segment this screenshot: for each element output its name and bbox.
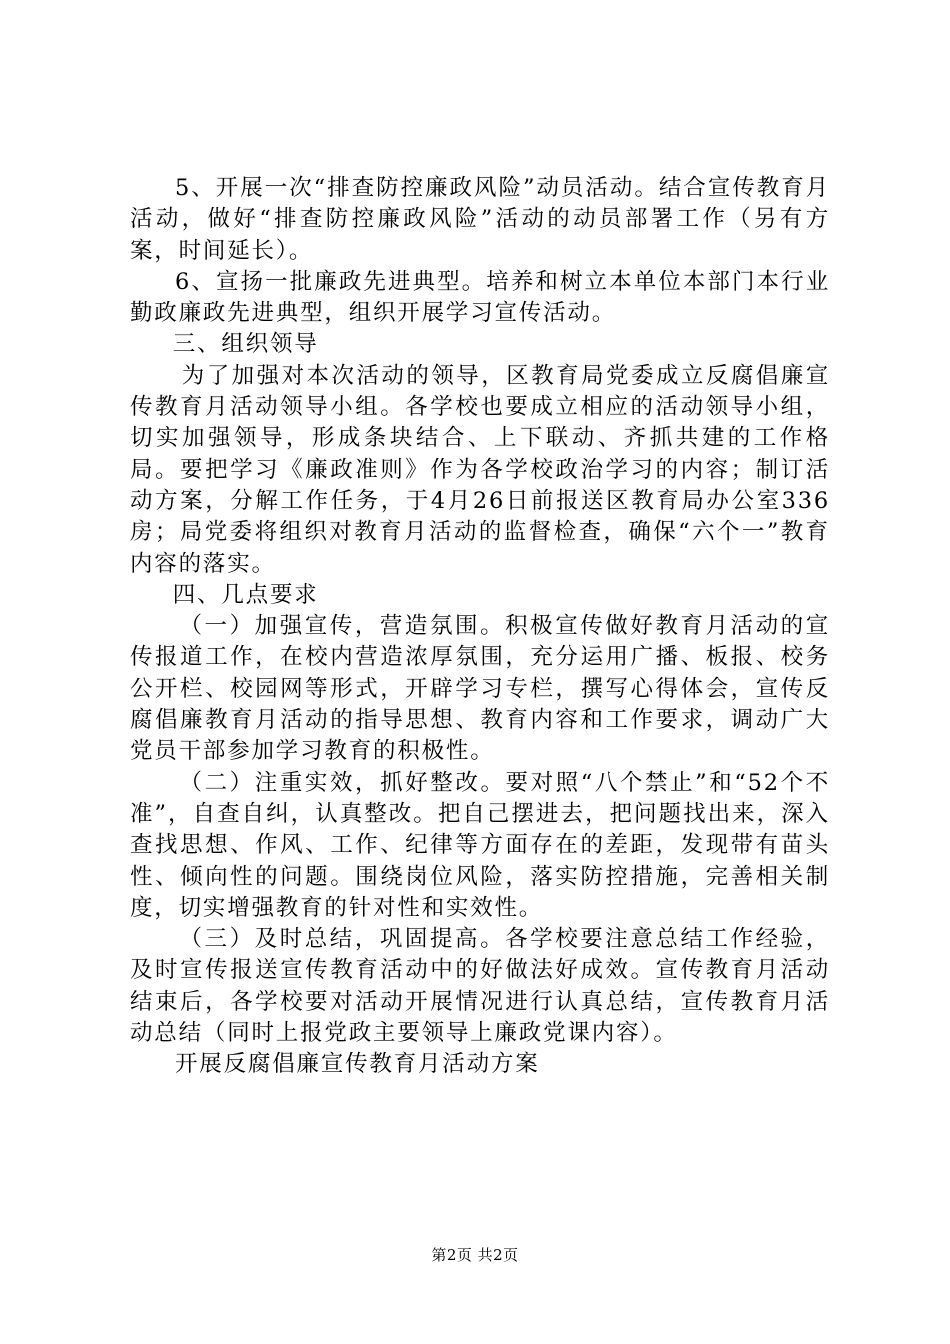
paragraph-organization: 为了加强对本次活动的领导，区教育局党委成立反腐倡廉宣传教育月活动领导小组。各学校也要成立相应的活动领导小组，切实加强领导，形成条块结合、上下联动、齐抓共建的工作格局。要把学习《廉政准则》作为各学校政治学习的内容；制订活动方案，分解工作任务，于4月26日前报送区教育局办公室336房；局党委将组织对教育月活动的监督检查，确保“六个一”教育内容的落实。 — [130, 362, 830, 577]
paragraph-item-6: 6、宣扬一批廉政先进典型。培养和树立本单位本部门本行业勤政廉政先进典型，组织开展学习宣传活动。 — [130, 268, 830, 327]
paragraph-requirement-2: （二）注重实效，抓好整改。要对照“八个禁止”和“52个不准”，自查自纠，认真整改。把自己摆进去，把问题找出来，深入查找思想、作风、工作、纪律等方面存在的差距，发现带有苗头性、倾向性的问题。围绕岗位风险，落实防控措施，完善相关制度，切实增强教育的针对性和实效性。 — [130, 769, 830, 921]
document-body — [130, 173, 830, 1081]
section-heading-organization: 三、组织领导 — [172, 331, 319, 358]
document-closing-title: 开展反腐倡廉宣传教育月活动方案 — [175, 1051, 540, 1078]
paragraph-requirement-1: （一）加强宣传，营造氛围。积极宣传做好教育月活动的宣传报道工作，在校内营造浓厚氛围，充分运用广播、板报、校务公开栏、校园网等形式，开辟学习专栏，撰写心得体会，宣传反腐倡廉教育月活动的指导思想、教育内容和工作要求，调动广大党员干部参加学习教育的积极性。 — [130, 613, 830, 765]
page-footer: 第2页 共2页 — [431, 1246, 519, 1264]
section-heading-requirements: 四、几点要求 — [172, 581, 319, 608]
paragraph-requirement-3: （三）及时总结，巩固提高。各学校要注意总结工作经验，及时宣传报送宣传教育活动中的好做法好成效。宣传教育月活动结束后，各学校要对活动开展情况进行认真总结，宣传教育月活动总结（同时上报党政主要领导上廉政党课内容）。 — [130, 926, 830, 1047]
paragraph-item-5: 5、开展一次“排查防控廉政风险”动员活动。结合宣传教育月活动，做好“排查防控廉政风险”活动的动员部署工作（另有方案，时间延长）。 — [130, 175, 830, 264]
